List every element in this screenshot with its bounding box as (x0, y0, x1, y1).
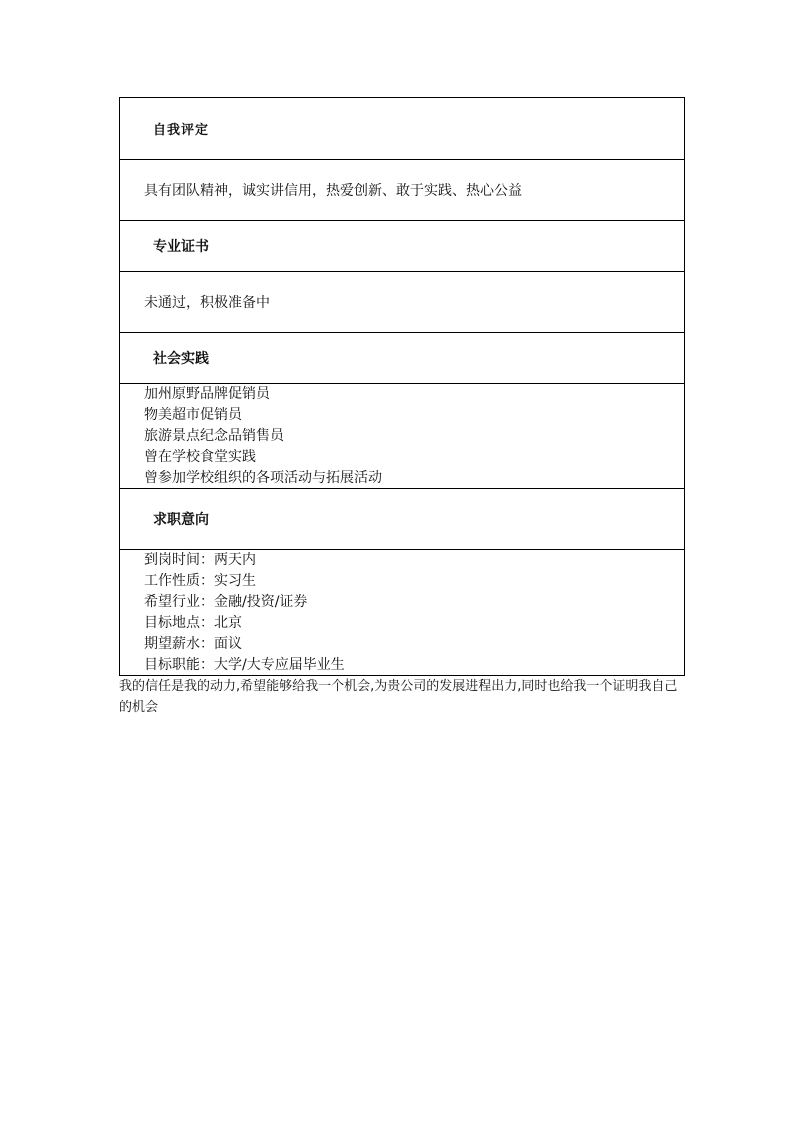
intention-item: 希望行业：金融/投资/证券 (144, 594, 308, 610)
resume-table (119, 97, 685, 676)
intention-item: 目标职能：大学/大专应届毕业生 (144, 657, 345, 673)
practice-item: 曾参加学校组织的各项活动与拓展活动 (144, 470, 382, 486)
section-header-self-eval (120, 98, 684, 160)
practice-item: 旅游景点纪念品销售员 (144, 428, 284, 444)
intention-item: 目标地点：北京 (144, 615, 242, 631)
practice-item: 物美超市促销员 (144, 407, 242, 423)
intention-item: 工作性质：实习生 (144, 573, 256, 589)
intention-item: 到岗时间：两天内 (144, 552, 256, 568)
section-header-intention (120, 489, 684, 550)
practice-heading: 社会实践 (153, 351, 209, 367)
self-eval-text: 具有团队精神，诚实讲信用，热爱创新、敢于实践、热心公益 (144, 183, 522, 199)
section-body-certificate (120, 272, 684, 333)
certificate-text: 未通过，积极准备中 (144, 295, 270, 311)
self-eval-heading: 自我评定 (153, 123, 210, 138)
section-body-self-eval (120, 160, 684, 221)
certificate-heading: 专业证书 (153, 239, 209, 255)
practice-item: 曾在学校食堂实践 (144, 449, 256, 465)
closing-statement: 我的信任是我的动力,希望能够给我一个机会,为贵公司的发展进程出力,同时也给我一个证明我自己的机会 (119, 679, 678, 715)
section-body-intention (120, 550, 684, 676)
practice-item: 加州原野品牌促销员 (144, 386, 270, 402)
intention-item: 期望薪水：面议 (144, 636, 242, 652)
resume-document (119, 97, 685, 718)
section-body-practice (120, 384, 684, 489)
intention-heading: 求职意向 (153, 512, 209, 528)
section-header-practice (120, 333, 684, 384)
section-header-certificate (120, 221, 684, 272)
